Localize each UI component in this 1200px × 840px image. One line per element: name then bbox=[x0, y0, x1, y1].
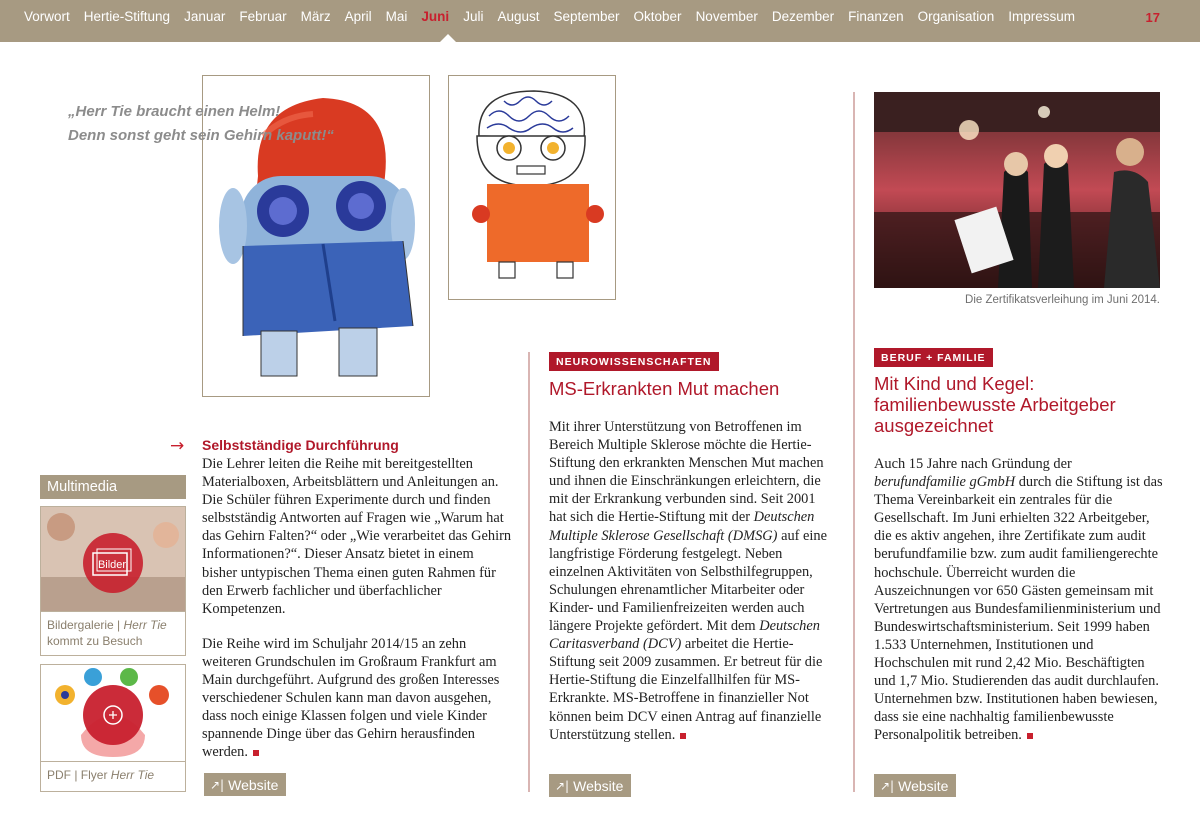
quote-line-1: „Herr Tie braucht einen Helm! bbox=[68, 103, 281, 120]
category-tag-beruf-familie: BERUF + FAMILIE bbox=[874, 348, 993, 367]
text-run: auf eine langfristige Förderung festgelegt. Neben einzelnen Aktivitäten von Selbsthilfegruppen, Schulungen ehrenamtlicher Mitarbeiter oder Kinder- und Familienfreizeiten werden auch längere Projekte gefördert. Mit dem bbox=[549, 527, 828, 635]
website-label: Website bbox=[573, 777, 624, 794]
website-button-ms[interactable] bbox=[549, 774, 631, 797]
pdf-flyer-label bbox=[41, 761, 185, 788]
end-mark-icon bbox=[680, 733, 686, 739]
photo-illustration bbox=[874, 92, 1160, 288]
article-headline-family: Mit Kind und Kegel: familienbewusste Arbeitgeber ausgezeichnet bbox=[874, 373, 1116, 436]
column-divider-right bbox=[853, 92, 855, 792]
article-body-schools bbox=[202, 455, 512, 779]
nav-item-juli[interactable]: Juli bbox=[463, 9, 484, 24]
photo-certificate-ceremony bbox=[874, 92, 1160, 288]
page-number: 17 bbox=[1145, 10, 1160, 25]
gallery-badge-text: Bilder bbox=[97, 559, 127, 571]
nav-item-impressum[interactable]: Impressum bbox=[1008, 9, 1075, 24]
paragraph-2-text: Die Reihe wird im Schuljahr 2014/15 an zehn weiteren Grundschulen im Großraum Frankfurt am Main durchgeführt. Aufgrund des großen Interesses verschiedener Schulen kann man davon ausgehen, dass noch einige Klassen folgen und viele Kinder spannende Dinge über das Gehirn herausfinden werden. bbox=[202, 635, 500, 761]
emphasis-dmsg: Deutschen Multiple Sklerose Gesellschaft (DMSG) bbox=[549, 509, 815, 544]
nav-item-september[interactable]: September bbox=[553, 9, 620, 24]
label-run: Bildergalerie | bbox=[47, 618, 124, 632]
flyer-thumbnail bbox=[41, 665, 185, 761]
label-emphasis: Herr Tie bbox=[123, 618, 167, 632]
nav-item-januar[interactable]: Januar bbox=[184, 9, 226, 24]
paragraph-ms bbox=[549, 418, 835, 744]
gallery-label bbox=[41, 611, 185, 654]
nav-item-august[interactable]: August bbox=[497, 9, 540, 24]
article-body-family bbox=[874, 455, 1164, 762]
nav-item-mai[interactable]: Mai bbox=[385, 9, 408, 24]
nav-item-vorwort[interactable]: Vorwort bbox=[24, 9, 70, 24]
gallery-card[interactable] bbox=[40, 506, 186, 656]
external-link-icon: ↗| bbox=[880, 778, 895, 793]
emphasis-berufundfamilie: berufundfamilie gGmbH bbox=[874, 474, 1016, 491]
website-label: Website bbox=[898, 777, 949, 794]
gallery-thumbnail-illustration bbox=[41, 507, 185, 611]
photo-caption: Die Zertifikatsverleihung im Juni 2014. bbox=[965, 294, 1160, 306]
label-emphasis: Herr Tie bbox=[110, 768, 155, 782]
emphasis-dcv: Deutschen Caritasverband (DCV) bbox=[549, 618, 820, 653]
nav-item-märz[interactable]: März bbox=[300, 9, 331, 24]
paragraph-2 bbox=[202, 635, 512, 762]
pull-quote bbox=[68, 100, 388, 148]
paragraph-1: Die Lehrer leiten die Reihe mit bereitgestellten Materialboxen, Arbeitsblättern und Anleitungen an. Die Schüler führen Experimente durch und finden selbstständig Antworten auf Fragen wie „Warum hat das Gehirn Falten?“ oder „Wie verarbeitet das Gehirn Informationen?“. Dieser Ansatz bietet in einem bisher untypischen Thema einen guten Rahmen für den Erwerb fachlicher und überfachlicher Kompetenzen. bbox=[202, 456, 512, 617]
nav-item-finanzen[interactable]: Finanzen bbox=[848, 9, 904, 24]
nav-item-februar[interactable]: Februar bbox=[239, 9, 287, 24]
label-run: kommt zu Besuch bbox=[47, 634, 143, 648]
text-run: arbeitet die Hertie-Stiftung seit 2009 zusammen. Er betreut für die Hertie-Stiftung die Einzelfallhilfen für MS-Erkrankte. MS-Betroffene in finanzieller Not können beim DCV einen Antrag auf finanzielle Unterstützung stellen. bbox=[549, 636, 823, 743]
text-run: Mit ihrer Unterstützung von Betroffenen im Bereich Multiple Sklerose möchte die Hertie-Stiftung den erkrankten Menschen Mut machen und ihnen die Einschränkungen erleichtern, die mit der Erkrankung verbunden sind. Seit 2001 hat sich die Hertie-Stiftung mit der bbox=[549, 419, 824, 526]
drawing-2-illustration bbox=[449, 76, 615, 299]
nav-item-oktober[interactable]: Oktober bbox=[633, 9, 682, 24]
label-run: PDF | Flyer bbox=[47, 768, 111, 782]
external-link-icon: ↗| bbox=[210, 777, 225, 792]
nav-item-organisation[interactable]: Organisation bbox=[917, 9, 995, 24]
paragraph-family bbox=[874, 455, 1164, 745]
website-button-family[interactable] bbox=[874, 774, 956, 797]
column-divider-left bbox=[528, 352, 530, 792]
nav-item-april[interactable]: April bbox=[344, 9, 372, 24]
category-tag-neuro: NEUROWISSENSCHAFTEN bbox=[549, 352, 719, 371]
active-nav-pointer bbox=[440, 34, 456, 42]
section-subhead: Selbstständige Durchführung bbox=[202, 437, 399, 453]
top-navigation bbox=[0, 0, 1200, 42]
article-headline-ms: MS-Erkrankten Mut machen bbox=[549, 378, 780, 399]
gallery-thumbnail bbox=[41, 507, 185, 611]
website-button-schools[interactable] bbox=[204, 773, 286, 796]
external-link-icon: ↗| bbox=[555, 778, 570, 793]
nav-list bbox=[24, 9, 1089, 24]
multimedia-header: Multimedia bbox=[40, 475, 186, 499]
nav-item-dezember[interactable]: Dezember bbox=[771, 9, 835, 24]
flyer-thumbnail-illustration bbox=[41, 665, 185, 761]
quote-line-2: Denn sonst geht sein Gehirn kaputt!“ bbox=[68, 127, 334, 144]
nav-item-hertie-stiftung[interactable]: Hertie-Stiftung bbox=[83, 9, 171, 24]
text-run: Auch 15 Jahre nach Gründung der bbox=[874, 456, 1072, 472]
website-label: Website bbox=[228, 776, 279, 793]
end-mark-icon bbox=[253, 750, 259, 756]
pdf-flyer-card[interactable] bbox=[40, 664, 186, 792]
child-drawing-herr-tie-brain bbox=[448, 75, 616, 300]
nav-item-juni[interactable]: Juni bbox=[421, 9, 450, 24]
article-body-ms bbox=[549, 418, 835, 761]
arrow-right-icon: → bbox=[170, 436, 185, 456]
end-mark-icon bbox=[1027, 733, 1033, 739]
nav-item-november[interactable]: November bbox=[695, 9, 758, 24]
text-run: durch die Stiftung ist das Thema Vereinbarkeit ein zentrales für die Gesellschaft. Im Juni erhielten 322 Arbeitgeber, die es aktiv angehen, ihre Zertifikate zum audit berufundfamilie bzw. zum audit familiengerechte hochschule. Überreicht wurden die Auszeichnungen vor 650 Gästen gemeinsam mit Vertretungen aus Bundesfamilienministerium und Bundeswirtschaftsministerium. Seit 1999 haben 1.533 Unternehmen, Institutionen und Hochschulen mit rund 2,42 Mio. Beschäftigten und 1,7 Mio. Studierenden das audit durchlaufen. Unternehmen bzw. Institutionen haben bewiesen, dass sie eine nachhaltig familienbewusste Personalpolitik betreiben. bbox=[874, 474, 1163, 744]
